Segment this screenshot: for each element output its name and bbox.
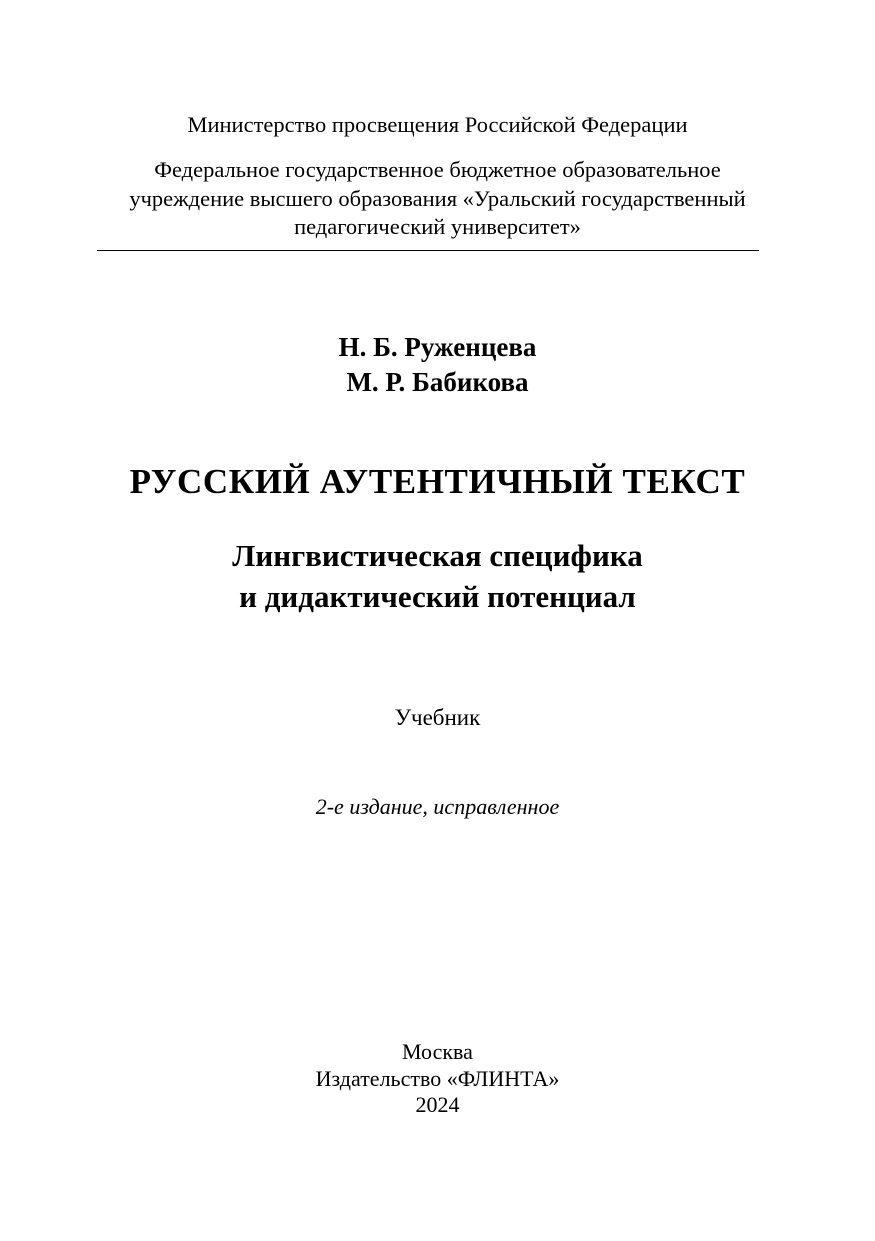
institution-line: педагогический университет» — [294, 214, 581, 239]
imprint-publisher: Издательство «ФЛИНТА» — [315, 1065, 560, 1091]
imprint-city: Москва — [402, 1039, 473, 1064]
imprint — [0, 1039, 875, 1119]
subtitle-line: и дидактический потенциал — [239, 579, 636, 614]
book-title: РУССКИЙ АУТЕНТИЧНЫЙ ТЕКСТ — [129, 462, 746, 501]
ministry-name: Министерство просвещения Российской Федерации — [187, 112, 688, 137]
imprint-year: 2024 — [415, 1092, 460, 1117]
document-type: Учебник — [394, 705, 481, 730]
author-name: Н. Б. Руженцева — [338, 332, 537, 362]
edition-note: 2-е издание, исправленное — [315, 794, 560, 819]
institution-line: учреждение высшего образования «Уральский государственный — [129, 185, 746, 211]
author-name: М. Р. Бабикова — [346, 367, 529, 397]
institution-line: Федеральное государственное бюджетное образовательное — [154, 157, 721, 182]
book-subtitle — [0, 535, 875, 617]
authors — [0, 330, 875, 400]
header-divider — [97, 250, 759, 251]
subtitle-line: Лингвистическая специфика — [232, 538, 643, 573]
institution-name — [0, 156, 875, 242]
